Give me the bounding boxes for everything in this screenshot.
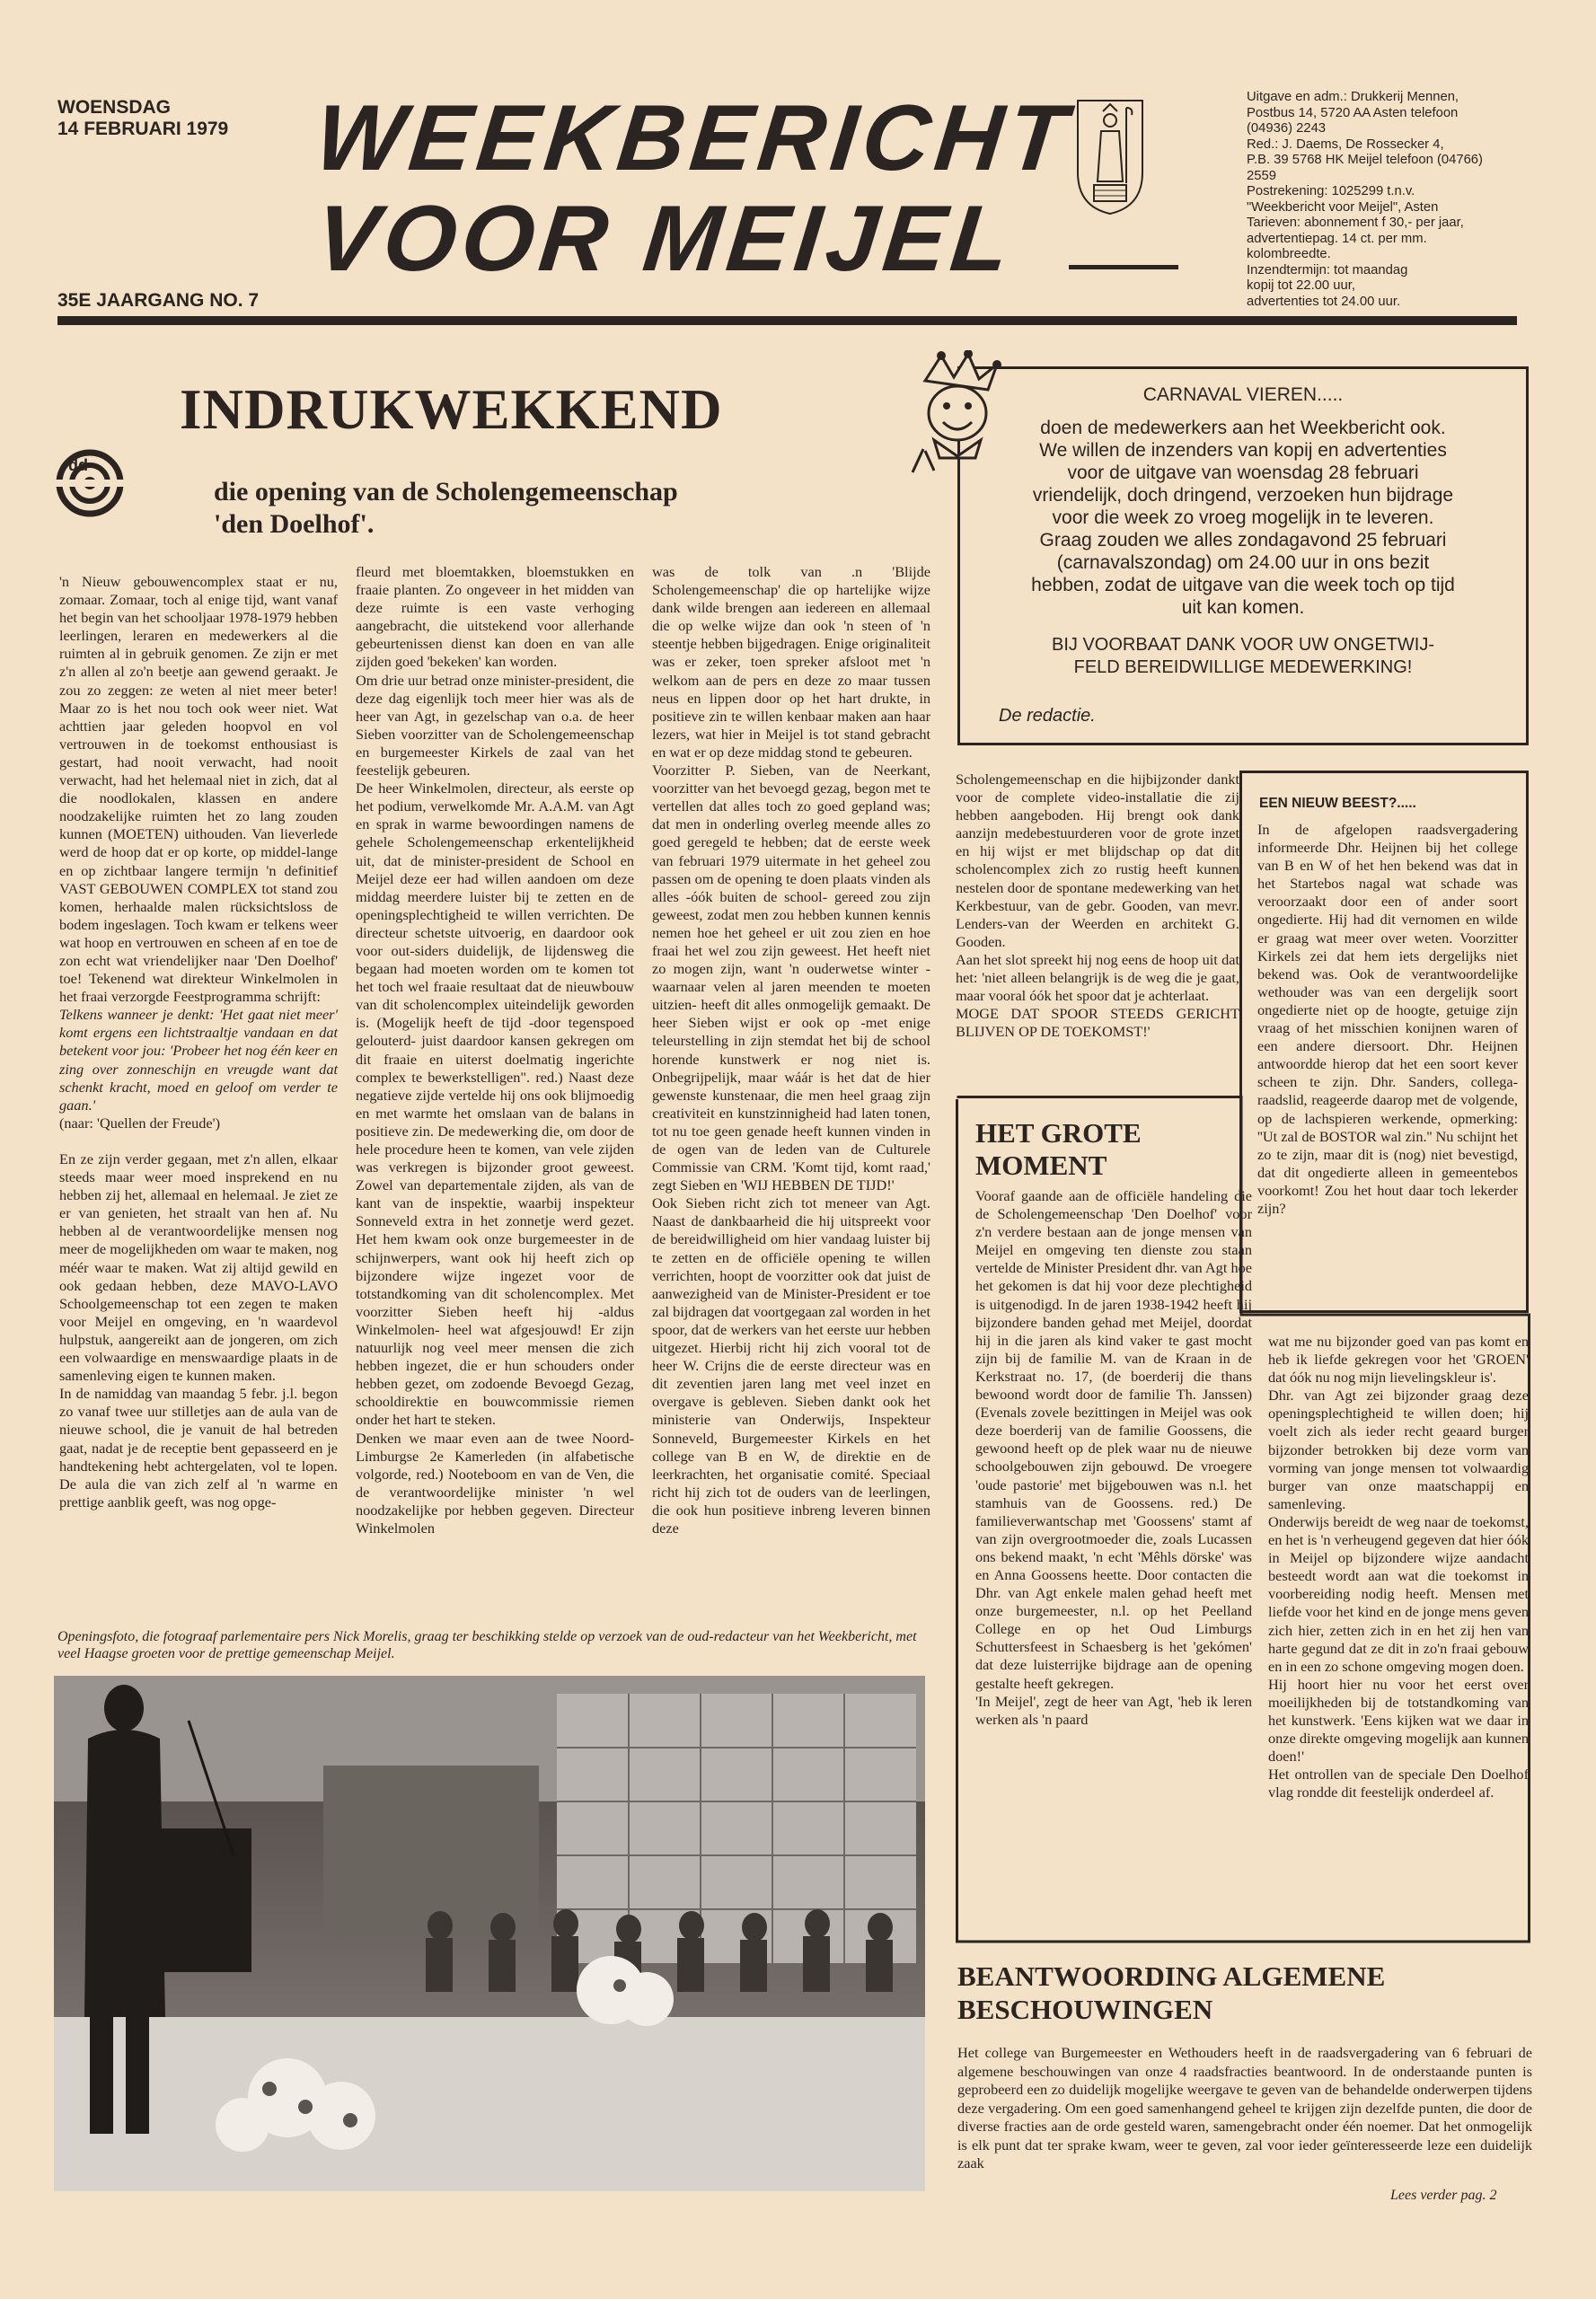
article-quote: Telkens wanneer je denkt: 'Het gaat niet meer' komt ergens een lichtstraaltje vandaan en dat betekent voor jou: 'Probeer het nog één keer en zing over zonneschijn en vreugde want dat schenkt kracht, moed en geloof om verder te gaan.' bbox=[59, 1006, 338, 1114]
beest-body: In de afgelopen raadsvergadering informeerde Dhr. Heijnen bij het college van B en W of het hen bekend was dat in het Startebos nagal wat schade was veroorzaakt door een of ander soort ongedierte. Hij had dit vernomen en wilde er graag wat meer over weten. Voorzitter Kirkels zei dat hem iets dergelijks niet bekend was. Ook de verantwoordelijke wethouder was van een dergelijk soort ongedierte niet op de hoogte, getuige zijn vraag of het misschien konijnen waren of een andere diersoort. Dhr. Heijnen antwoordde hierop dat het een soort kever scheen te zijn. Dhr. Sanders, collega-raadslid, reageerde daarop met de volgende, op de lachspieren werkende, opmerking: ''Ut zal de BOSTOR wal zin.'' Nu schijnt het zo te zijn, maar dit is (nog) niet bevestigd, dat dit ongedierte alleen in gemeentebos voorkomt! Zou het hout daar toch lekerder zijn? bbox=[1257, 821, 1518, 1217]
doelhof-logo-icon bbox=[56, 438, 124, 532]
masthead bbox=[310, 86, 1077, 295]
masthead-line-2: VOOR MEIJEL bbox=[310, 187, 1019, 291]
carnaval-title: CARNAVAL VIEREN..... bbox=[1142, 384, 1344, 405]
publisher-info: Uitgave en adm.: Drukkerij Mennen, Postbus 14, 5720 AA Asten telefoon (04936) 2243 Red.: J. Daems, De Rossecker 4, P.B. 39 5768 HK Meijel telefoon (04766) 2559 Postrekening: 1025299 t.n.v. "Weekbericht voor Meijel", Asten Tarieven: abonnement f 30,- per jaar, advertentiepag. 14 ct. per mm. kolombreedte. Inzendtermijn: tot maandag kopij tot 22.00 uur, advertenties tot 24.00 uur. bbox=[1247, 90, 1483, 309]
masthead-line-1: WEEKBERICHT bbox=[310, 86, 1077, 190]
beantwoording-body: Het college van Burgemeester en Wethouders heeft in de raadsvergadering van 6 februari de algemene beschouwingen van onze 4 raadsfracties beantwoord. In de onderstaande punten is geprobeerd een zo duidelijk mogelijke weergave te geven van de behandelde onderwerpen tijdens deze vergadering. Om een goed samenhangend geheel te krijgen zijn dezelfde punten, die door de diverse fracties aan de orde gesteld waren, samengebracht onder één noemer. Dat het onmogelijk is elk punt dat ter sprake kwam, weer te geven, zal voor ieder geïnteresseerde leze een duidelijk zaak bbox=[957, 2044, 1532, 2171]
municipal-crest-icon bbox=[1074, 95, 1146, 217]
article-column-1 bbox=[59, 573, 338, 1511]
article-column-2: fleurd met bloemtakken, bloemstukken en fraaie planten. Zo ongeveer in het midden van deze ruimte is een vaste verhoging aangebracht, die uitstekend voor allerhande gebeurtenissen dienst kan doen en van alle zijden goed 'bekeken' kan worden. Om drie uur betrad onze minister-president, die deze dag eigenlijk toch meer hier was als de heer van Agt, in gezelschap van o.a. de heer Sieben voorzitter van de Scholengemeenschap en burgemeester Kirkels de zaal van het feestelijk gebeuren. De heer Winkelmolen, directeur, als eerste op het podium, verwelkomde Mr. A.A.M. van Agt en sprak in warme bewoordingen namens de gehele Scholengemeenschap erkentelijkheid uit, dat de minister-president de School en Meijel deze eer had willen aandoen om deze middag meerdere luister bij te zetten en de openingsplechtigheid te willen verrichten. De directeur schetste uitvoerig, en daardoor ook voor out-siders duidelijk, de lijdensweg die begaan had moeten worden om te komen tot het toch wel fraaie resultaat dat de nieuwbouw van dit scholencomplex uiteindelijk geworden is. (Mogelijk heeft de tijd -door tegenspoed gelouterd- juist daardoor kansen gekregen om dit fraaie en uiterst doelmatig ingerichte complex te bewerkstelligen". red.) Naast deze negatieve zijde vertelde hij ons ook blijmoedig en met warmte het omslaan van de balans in positieve zin. De medewerking die, om door de hele procedure heen te komen, van vele zijden was verkregen is bijzonder groot geweest. Zowel van departementale zijden, als van de kant van de inspektie, waarbij inspekteur Sonneveld extra in het zonnetje werd gezet. Het hem kwam ook onze burgemeester in de schijnwerpers, want ook hij heeft zich op bijzondere wijze ingezet voor de totstandkoming van dit scholencomplex. Met voorzitter Sieben heeft hij -aldus Winkelmolen- heel wat afgesjouwd! Er zijn natuurlijk nog veel meer mensen die zich hebben ingezet, die er hun schouders onder hebben gezet, om zodoende Bevoegd Gezag, schooldirektie en bouwcommissie riemen onder het hart te steken. Denken we maar even aan de twee Noord-Limburgse 2e Kamerleden (in alfabetische volgorde, red.) Nooteboom en van de Ven, die de verantwoordelijke minister 'n wel noodzakelijke por hebben gegeven. Directeur Winkelmolen bbox=[356, 563, 634, 1537]
main-subheadline: die opening van de Scholengemeenschap 'den Doelhof'. bbox=[214, 477, 678, 539]
carnaval-thanks: BIJ VOORBAAT DANK VOOR UW ONGETWIJ- FELD BEREIDWILLIGE MEDEWERKING! bbox=[1052, 635, 1434, 677]
article-column-3: was de tolk van .n 'Blijde Scholengemeenschap' die op hartelijke wijze dank wilde brengen aan iedereen en allemaal die op welke wijze dan ook 'n steen of 'n steentje hebben bijgedragen. Enige originaliteit was er zeker, toen spreker afsloot met 'n welkom aan de pers en deze zo maar tussen neus en lippen door op het hart drukte, in positieve zin te willen kenbaar maken aan haar lezers, wat hier in Meijel is tot stand gebracht en wat er op deze middag stond te gebeuren. Voorzitter P. Sieben, van de Neerkant, voorzitter van het bevoegd gezag, begon met te vertellen dat alles toch zo goed gepland was; dat men in onderling overleg meende alles zo goed geregeld te hebben; dat de eerste week van februari 1979 uitermate in het geheel zou passen om de opening te doen plaats vinden als alles -óók buiten de school- gereed zou zijn geweest, zodat men zou hebben kunnen kennis nemen hoe het geheel er uit zou zien en hoe fraai het wel zou zijn geweest. Het heeft niet zo mogen zijn, want 'n ouderwetse winter -waarnaar velen al jaren meenden te moeten uitzien- heeft dit alles onmogelijk gemaakt. De heer Sieben wijst er ook op -met enige teleurstelling in zijn stemdat het bij de school horende kunstwerk er nog niet is. Onbegrijpelijk, maar wáár is het dat de hier gewenste kunstenaar, die men heel graag zijn creativiteit en kunstzinnigheid had laten tonen, tot nu toe geen genade heeft kunnen vinden in de ogen van de leden van de Culturele Commissie van CRM. 'Komt tijd, komt raad,' zegt Sieben en 'WIJ HEBBEN DE TIJD!' Ook Sieben richt zich tot meneer van Agt. Naast de dankbaarheid die hij uitspreekt voor de bereidwilligheid om hier vandaag luister bij te zetten en de officiële opening te willen verrichten, hoopt de voorzitter ook dat juist de aanwezigheid van de Minister-President er toe zal bijdragen dat voortgegaan zal worden in het spoor, dat de werkers van het eerste uur hebben uitgezet. Hierbij richt hij zich vooral tot de heer W. Crijns die de eerste directeur was en dit zeventien jaren lang met veel inzet en overgave is gebleven. Sieben dankt ook het ministerie van Onderwijs, Inspekteur Sonneveld, Burgemeester Kirkels en het college van B en W, de direktie en de leerkrachten, het organisatie comité. Speciaal richt hij zich tot de ouders van de leerlingen, die ook hun positieve inbreng leveren binnen deze bbox=[652, 563, 930, 1537]
grote-moment-column-1: Vooraf gaande aan de officiële handeling die de Scholengemeenschap 'Den Doelhof' voor z'n verdere bestaan aan de jonge mensen van Meijel en omgeving ten dienste zou staan vertelde de Minister President dhr. van Agt hoe het gekomen is dat hij voor deze plechtigheid is uitgenodigd. In de jaren 1938-1942 heeft hij bijzondere banden gehad met Meijel, doordat hij in die jaren als kind vaker te gast mocht zijn bij de familie M. van de Kraan in de Kerkstraat no. 17, (de boerderij die thans bewoond wordt door de familie Th. Janssen) (Evenals zovele bezittingen in Meijel was ook deze boerderij van de familie Goossens, die gewoond heeft op de plek waar nu de nieuwe schoolgebouwen zijn gebouwd. De vroegere 'oude pastorie' met bijgebouwen was n.l. het stamhuis van de Goossens. red.) De familieverwantschap met 'Goossens' stamt af van zijn overgrootmoeder die, zoals Lucassen ons bekend maakt, 'n echt 'Mêhls dörske' was en Anna Goossens heette. Door contacten die Dhr. van Agt enkele malen gehad heeft met onze burgemeester, n.l. op het Peelland College en op het Oud Limburgs Schuttersfeest in Schaesberg is het 'gekómen' dat deze luisterrijke bijdrage aan de opening gestalte heeft gekregen. 'In Meijel', zegt de heer van Agt, 'heb ik leren werken als 'n paard bbox=[975, 1187, 1252, 1728]
opening-photo bbox=[54, 1676, 925, 2191]
volume-number: 35E JAARGANG NO. 7 bbox=[57, 290, 260, 311]
article-paragraph: (naar: 'Quellen der Freude') En ze zijn verder gegaan, met z'n allen, elkaar steeds maar weer moed insprekend en nu hebben zij het, allemaal en helemaal. Je ziet ze er van genieten, het straalt van hen af. Nu hebben al de verantwoordelijke mensen nog meer de mogelijkheden om waar te maken, nog méér waar te maken. Wat zij altijd gewild en ook gedaan hebben, deze MAVO-LAVO Schoolgemeenschap tot een zegen te maken voor Meijel en omgeving, en 'n waardevol hulpstuk, aangereikt aan de jongeren, om zich een volwaardige en menswaardige plaats in de samenleving eigen te kunnen maken. In de namiddag van maandag 5 febr. j.l. begon zo vanaf twee uur stilletjes aan de aula van de nieuwe school, die je vanuit de hal betreden gaat, nadat je de receptie bent gepasseerd en je handtekening hebt achtergelaten, vol te lopen. De aula die van zich zelf al 'n warme en prettige aanblik geeft, was nog opge- bbox=[59, 1114, 338, 1511]
photo-caption: Openingsfoto, die fotograaf parlementaire pers Nick Morelis, graag ter beschikking stelde op verzoek van de oud-redacteur van het Weekbericht, met veel Haagse groeten voor de prettige gemeenschap Meijel. bbox=[57, 1629, 917, 1661]
continued-link[interactable]: Lees verder pag. 2 bbox=[1390, 2188, 1497, 2203]
article-column-4: Scholengemeenschap en die hijbijzonder dankt voor de complete video-installatie die zij hebben aangeboden. Hij brengt ook dank aanzijn medebestuurderen voor de grote inzet en hij wijst er met blijdschap op dat dit scholencomplex zich zo rustig heeft kunnen nestelen door de spontane medewerking van het Kerkbestuur, van de gebr. Gooden, van mevr. Lenders-van der Weerden en architekt G. Gooden. Aan het slot spreekt hij nog eens de hoop uit dat het: 'niet alleen belangrijk is de weg die je gaat, maar vooral óók het spoor dat je achterlaat. MOGE DAT SPOOR STEEDS GERICHT BLIJVEN OP DE TOEKOMST!' bbox=[956, 771, 1239, 1041]
carnaval-body: doen de medewerkers aan het Weekbericht ook. We willen de inzenders van kopij en advertenties voor de uitgave van woensdag 28 februari vriendelijk, doch dringend, verzoeken hun bijdrage voor die week zo vroeg mogelijk in te leveren. Graag zouden we alles zondagavond 25 februari (carnavalszondag) om 24.00 uur in ons bezit hebben, zodat de uitgave van die week toch op tijd uit kan komen. bbox=[1031, 418, 1455, 618]
beantwoording-title: BEANTWOORDING ALGEMENE BESCHOUWINGEN bbox=[957, 1960, 1386, 2025]
main-headline: INDRUKWEKKEND bbox=[180, 378, 723, 441]
beest-title: EEN NIEUW BEEST?..... bbox=[1259, 796, 1416, 811]
masthead-underline bbox=[1069, 265, 1178, 269]
carnaval-signature: De redactie. bbox=[999, 706, 1096, 726]
grote-moment-title: HET GROTE MOMENT bbox=[975, 1117, 1142, 1181]
article-paragraph: 'n Nieuw gebouwencomplex staat er nu, zomaar. Zomaar, toch al enige tijd, want vanaf het begin van het schooljaar 1978-1979 hebben leerlingen, leraren en medewerkers al die ruimten al in gebruik genomen. Ze zijn er met z'n allen al zo'n beetje aan gewend geraakt. Je zou zo zeggen: ze weten al niet meer beter! Maar zo is het nou toch ook weer niet. Wat achttien jaar geleden hoopvol en vol vertrouwen in de toekomst enthousiast is gestart, had nooit verwacht, had nooit verwacht, had het helemaal niet in zich, dat al die noodlokalen, klassen en andere noodzakelijke ruimten het zo lang zouden kunnen (MOETEN) uithouden. Van lieverlede werd de hoop dat er op korte, op middel-lange en op zichtbaar langere termijn 'n definitief VAST GEBOUWEN COMPLEX tot stand zou komen, herhaalde malen rücksichtsloss de bodem ingeslagen. Toch kwam er telkens weer wat hoop en vertrouwen en scheen af en toe de zon echt wat vriendelijker naar 'Den Doelhof' toe! Tekenend wat direkteur Winkelmolen in het fraai verzorgde Feestprogramma schrijft: bbox=[59, 573, 338, 1006]
grote-moment-column-2: wat me nu bijzonder goed van pas komt en heb ik liefde gekregen voor het 'GROEN' dat óók nu nog mijn lievelingskleur is'. Dhr. van Agt zei bijzonder graag deze openingsplechtigheid te willen doen; hij voelt zich als ieder recht geaard burger bijzonder betrokken bij deze vorm van vorming van jonge mensen tot volwaardig burger van onze maatschappij en samenleving. Onderwijs bereidt de weg naar de toekomst, en het is 'n verheugend gegeven dat hier óók in Meijel op bijzondere wijze aandacht besteedt wordt aan wat die toekomst in voorbereiding nodig heeft. Mensen met liefde voor het kind en de jonge mens geven zich hier, zetten zich in en het zij hen van harte gegund dat ze dit in zo'n fraai gebouw en in een zo schone omgeving mogen doen. Hij hoort hier nu voor het eerst over moeilijkheden bij de totstandkoming van het kunstwerk. 'Eens kijken wat we daar in onze direkte omgeving mogelijk aan kunnen doen!' Het ontrollen van de speciale Den Doelhof vlag rondde dit feestelijk onderdeel af. bbox=[1268, 1333, 1529, 1801]
svg-text:dd: dd bbox=[68, 456, 88, 474]
issue-date: WOENSDAG 14 FEBRUARI 1979 bbox=[57, 97, 229, 139]
header-rule bbox=[57, 316, 1517, 325]
